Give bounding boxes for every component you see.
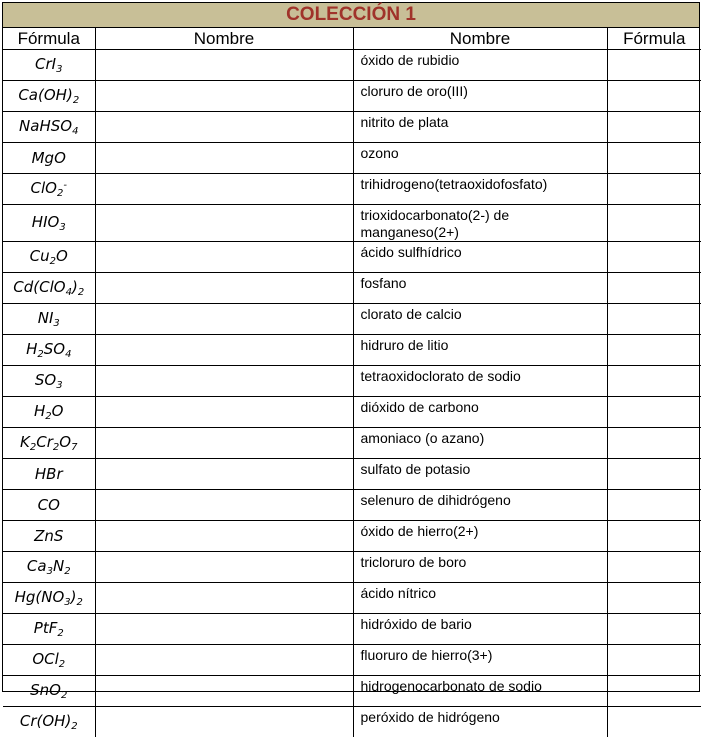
name-answer-cell[interactable] <box>95 521 353 552</box>
given-name: tricloruro de boro <box>353 552 607 583</box>
name-answer-cell[interactable] <box>95 645 353 676</box>
given-formula: ZnS <box>3 521 95 552</box>
given-name: nitrito de plata <box>353 112 607 143</box>
nomenclature-table <box>3 28 701 737</box>
given-formula: $Cd(ClO_4)_2$ <box>3 273 95 304</box>
given-name: sulfato de potasio <box>353 459 607 490</box>
given-name: peróxido de hidrógeno <box>353 707 607 737</box>
given-name: amoniaco (o azano) <box>353 428 607 459</box>
table-row <box>3 459 701 490</box>
table-row <box>3 490 701 521</box>
name-answer-cell[interactable] <box>95 50 353 81</box>
header-name-left: Nombre <box>95 28 353 50</box>
formula-answer-cell[interactable] <box>607 174 701 205</box>
formula-answer-cell[interactable] <box>607 614 701 645</box>
header-name-right: Nombre <box>353 28 607 50</box>
given-formula: $Cr(OH)_2$ <box>3 707 95 737</box>
table-row <box>3 676 701 707</box>
formula-answer-cell[interactable] <box>607 397 701 428</box>
given-formula: $H_2SO_4$ <box>3 335 95 366</box>
formula-answer-cell[interactable] <box>607 81 701 112</box>
given-name: tetraoxidoclorato de sodio <box>353 366 607 397</box>
given-formula: MgO <box>3 143 95 174</box>
name-answer-cell[interactable] <box>95 707 353 737</box>
given-formula: $NI_3$ <box>3 304 95 335</box>
given-name: cloruro de oro(III) <box>353 81 607 112</box>
name-answer-cell[interactable] <box>95 112 353 143</box>
formula-answer-cell[interactable] <box>607 366 701 397</box>
name-answer-cell[interactable] <box>95 583 353 614</box>
table-row <box>3 335 701 366</box>
given-formula: OCl$_2$ <box>3 645 95 676</box>
formula-answer-cell[interactable] <box>607 205 701 242</box>
given-formula: $SO_3$ <box>3 366 95 397</box>
given-name: dióxido de carbono <box>353 397 607 428</box>
table-row <box>3 50 701 81</box>
name-answer-cell[interactable] <box>95 676 353 707</box>
given-formula: CO <box>3 490 95 521</box>
given-formula: $Cu_2O$ <box>3 242 95 273</box>
table-row <box>3 366 701 397</box>
table-row <box>3 614 701 645</box>
formula-answer-cell[interactable] <box>607 521 701 552</box>
table-row <box>3 304 701 335</box>
given-name: trihidrogeno(tetraoxidofosfato) <box>353 174 607 205</box>
table-row <box>3 707 701 737</box>
given-name: óxido de rubidio <box>353 50 607 81</box>
name-answer-cell[interactable] <box>95 242 353 273</box>
table-row <box>3 552 701 583</box>
name-answer-cell[interactable] <box>95 205 353 242</box>
formula-answer-cell[interactable] <box>607 143 701 174</box>
header-formula-right: Fórmula <box>607 28 701 50</box>
given-name: óxido de hierro(2+) <box>353 521 607 552</box>
formula-answer-cell[interactable] <box>607 335 701 366</box>
formula-answer-cell[interactable] <box>607 552 701 583</box>
given-formula: HBr <box>3 459 95 490</box>
table-row <box>3 273 701 304</box>
given-name: fluoruro de hierro(3+) <box>353 645 607 676</box>
header-formula-left: Fórmula <box>3 28 95 50</box>
given-formula: PtF$_2$ <box>3 614 95 645</box>
table-row <box>3 81 701 112</box>
name-answer-cell[interactable] <box>95 366 353 397</box>
table-row <box>3 242 701 273</box>
header-row <box>3 28 701 50</box>
given-formula: CrI$_3$ <box>3 50 95 81</box>
given-name: ácido nítrico <box>353 583 607 614</box>
formula-answer-cell[interactable] <box>607 707 701 737</box>
table-row <box>3 397 701 428</box>
given-formula: $HIO_3$ <box>3 205 95 242</box>
formula-answer-cell[interactable] <box>607 50 701 81</box>
formula-answer-cell[interactable] <box>607 242 701 273</box>
given-name: ácido sulfhídrico <box>353 242 607 273</box>
given-name: hidrogenocarbonato de sodio <box>353 676 607 707</box>
given-formula: $H_2O$ <box>3 397 95 428</box>
formula-answer-cell[interactable] <box>607 583 701 614</box>
given-name: selenuro de dihidrógeno <box>353 490 607 521</box>
name-answer-cell[interactable] <box>95 304 353 335</box>
formula-answer-cell[interactable] <box>607 490 701 521</box>
table-row <box>3 428 701 459</box>
given-name: hidruro de litio <box>353 335 607 366</box>
table-row <box>3 174 701 205</box>
table-row <box>3 205 701 242</box>
name-answer-cell[interactable] <box>95 143 353 174</box>
given-name: ozono <box>353 143 607 174</box>
given-name: trioxidocarbonato(2-) de manganeso(2+) <box>353 205 607 242</box>
given-name: hidróxido de bario <box>353 614 607 645</box>
given-formula: NaHSO$_4$ <box>3 112 95 143</box>
name-answer-cell[interactable] <box>95 397 353 428</box>
name-answer-cell[interactable] <box>95 335 353 366</box>
given-formula: $Ca_3N_2$ <box>3 552 95 583</box>
formula-answer-cell[interactable] <box>607 112 701 143</box>
given-name: clorato de calcio <box>353 304 607 335</box>
table-row <box>3 521 701 552</box>
formula-answer-cell[interactable] <box>607 428 701 459</box>
name-answer-cell[interactable] <box>95 273 353 304</box>
name-answer-cell[interactable] <box>95 81 353 112</box>
name-answer-cell[interactable] <box>95 614 353 645</box>
name-answer-cell[interactable] <box>95 459 353 490</box>
formula-answer-cell[interactable] <box>607 304 701 335</box>
formula-answer-cell[interactable] <box>607 645 701 676</box>
name-answer-cell[interactable] <box>95 428 353 459</box>
given-name: fosfano <box>353 273 607 304</box>
formula-answer-cell[interactable] <box>607 459 701 490</box>
given-formula: ClO$_2$- <box>3 174 95 205</box>
given-formula: SnO$_2$ <box>3 676 95 707</box>
given-formula: $K_2Cr_2O_7$ <box>3 428 95 459</box>
formula-answer-cell[interactable] <box>607 676 701 707</box>
name-answer-cell[interactable] <box>95 552 353 583</box>
given-formula: $Ca(OH)_2$ <box>3 81 95 112</box>
worksheet <box>2 2 700 692</box>
formula-answer-cell[interactable] <box>607 273 701 304</box>
table-row <box>3 645 701 676</box>
name-answer-cell[interactable] <box>95 490 353 521</box>
collection-title: COLECCIÓN 1 <box>3 3 699 28</box>
given-formula: $Hg(NO_3)_2$ <box>3 583 95 614</box>
table-row <box>3 112 701 143</box>
table-row <box>3 143 701 174</box>
name-answer-cell[interactable] <box>95 174 353 205</box>
table-row <box>3 583 701 614</box>
